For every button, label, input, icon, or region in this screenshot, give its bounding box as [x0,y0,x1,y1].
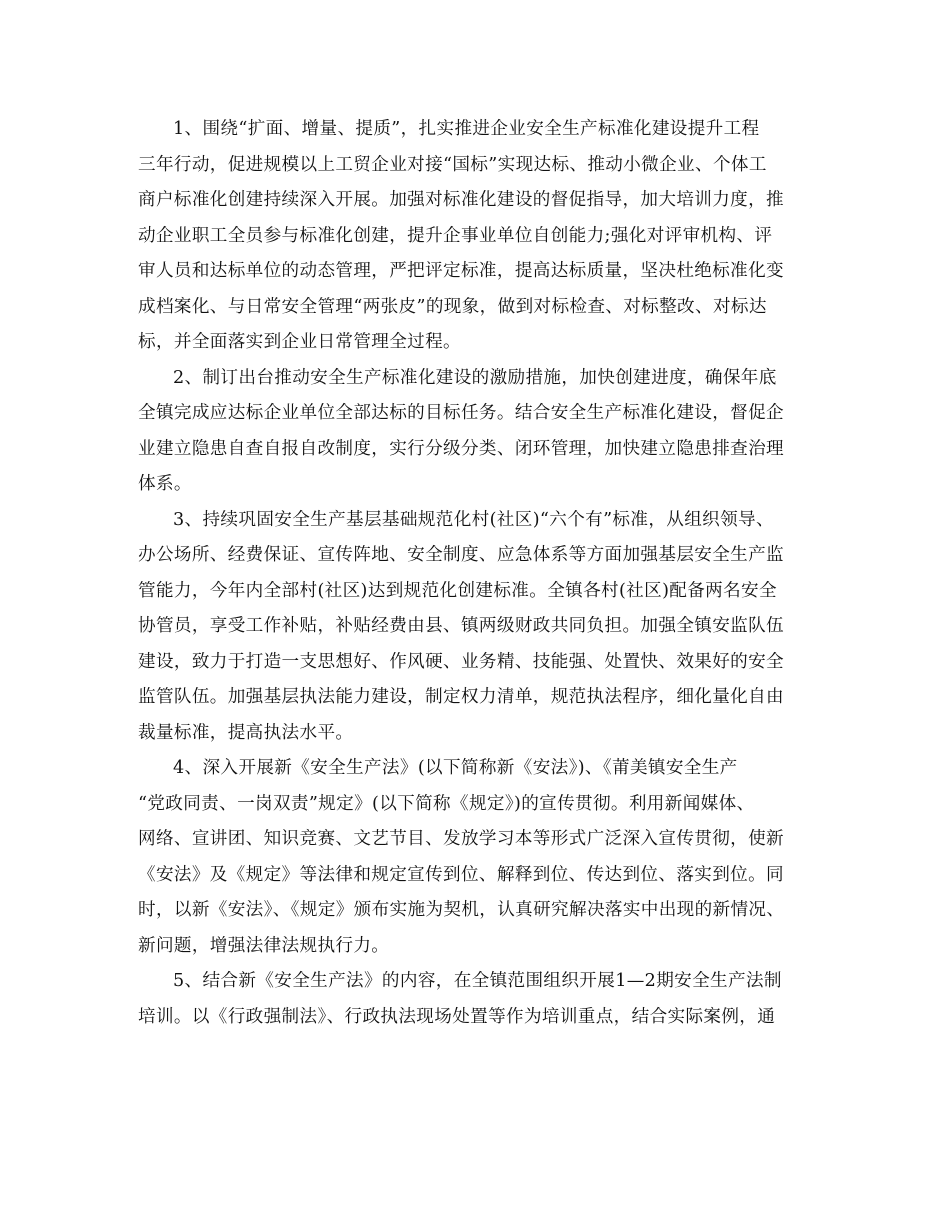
text-line: 网络、宣讲团、知识竞赛、文艺节目、发放学习本等形式广泛深入宣传贯彻，使新 [138,829,784,849]
text-line: 办公场所、经费保证、宣传阵地、安全制度、应急体系等方面加强基层安全生产监 [138,545,784,565]
paragraph-2 [138,361,822,503]
text-line: 培训。以《行政强制法》、行政执法现场处置等作为培训重点，结合实际案例，通 [138,1006,776,1027]
text-line: 2、制订出台推动安全生产标准化建设的激励措施，加快创建进度，确保年底 [173,367,777,388]
text-line: 全镇完成应达标企业单位全部达标的目标任务。结合安全生产标准化建设，督促企 [138,403,784,423]
text-line: 裁量标准，提高执法水平。 [138,722,354,743]
text-line: 体系。 [138,474,192,494]
text-line: 协管员，享受工作补贴，补贴经费由县、镇两级财政共同负担。加强全镇安监队伍 [138,616,784,636]
text-line: 新问题，增强法律法规执行力。 [138,935,390,956]
document-body [138,112,822,1035]
text-line: 时，以新《安法》、《规定》颁布实施为契机，认真研究解决落实中出现的新情况、 [138,900,785,920]
paragraph-1 [138,112,822,361]
text-line: “党政同责、一岗双责”规定》(以下简称《规定》)的宣传贯彻。利用新闻媒体、 [138,793,755,814]
text-line: 4、深入开展新《安全生产法》(以下简称新《安法》)、《莆美镇安全生产 [173,758,738,778]
text-line: 审人员和达标单位的动态管理，严把评定标准，提高达标质量，坚决杜绝标准化变 [138,261,784,281]
text-line: 建设，致力于打造一支思想好、作风硬、业务精、技能强、处置快、效果好的安全 [138,651,784,672]
text-line: 5、结合新《安全生产法》的内容，在全镇范围组织开展1—2期安全生产法制 [173,971,782,991]
text-line: 动企业职工全员参与标准化创建，提升企事业单位自创能力;强化对评审机构、评 [138,225,773,246]
text-line: 商户标准化创建持续深入开展。加强对标准化建设的督促指导，加大培训力度，推 [138,190,784,210]
text-line: 成档案化、与日常安全管理“两张皮”的现象，做到对标检查、对标整改、对标达 [138,296,767,317]
text-line: 业建立隐患自查自报自改制度，实行分级分类、闭环管理，加快建立隐患排查治理 [138,438,784,459]
text-line: 3、持续巩固安全生产基层基础规范化村(社区)“六个有”标准，从组织领导、 [173,509,774,530]
text-line: 1、围绕“扩面、增量、提质”，扎实推进企业安全生产标准化建设提升工程 [173,119,760,139]
paragraph-4 [138,751,822,964]
text-line: 标，并全面落实到企业日常管理全过程。 [138,332,461,352]
text-line: 三年行动，促进规模以上工贸企业对接“国标”实现达标、推动小微企业、个体工 [138,154,767,175]
paragraph-5 [138,964,822,1035]
paragraph-3 [138,503,822,752]
text-line: 管能力，今年内全部村(社区)达到规范化创建标准。全镇各村(社区)配备两名安全 [138,580,777,601]
text-line: 《安法》及《规定》等法律和规定宣传到位、解释到位、传达到位、落实到位。同 [138,864,784,885]
text-line: 监管队伍。加强基层执法能力建设，制定权力清单，规范执法程序，细化量化自由 [138,687,784,707]
